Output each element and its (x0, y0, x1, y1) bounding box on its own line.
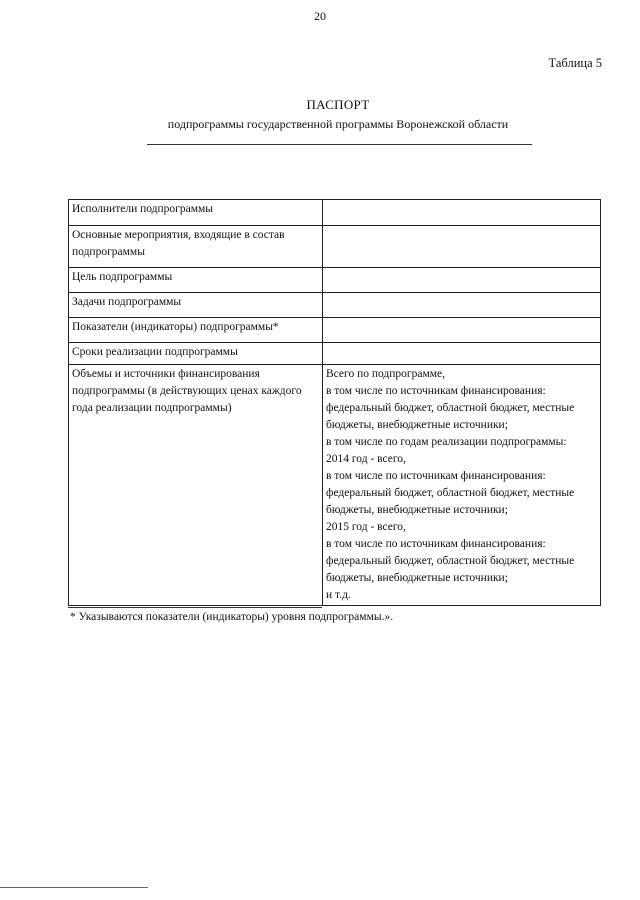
table-row (69, 318, 601, 343)
row-value-executors (323, 200, 601, 226)
bottom-divider (0, 887, 148, 888)
footnote-divider (68, 607, 322, 608)
row-label-funding: Объемы и источники финансирования подпрограммы (в действующих ценах каждого года реализации подпрограммы) (69, 365, 323, 606)
row-label-tasks: Задачи подпрограммы (69, 293, 323, 318)
funding-line: в том числе по источникам финансирования: (326, 538, 546, 550)
funding-line: 2014 год - всего, (326, 453, 406, 465)
funding-line: бюджеты, внебюджетные источники; (326, 504, 508, 516)
table-row (69, 293, 601, 318)
funding-line: в том числе по источникам финансирования: (326, 470, 546, 482)
funding-line: федеральный бюджет, областной бюджет, местные (326, 555, 575, 567)
funding-line: бюджеты, внебюджетные источники; (326, 572, 508, 584)
title-underline (147, 144, 532, 145)
funding-line: в том числе по годам реализации подпрограммы: (326, 436, 567, 448)
row-value-main-activities (323, 226, 601, 268)
document-title: ПАСПОРТ (306, 97, 370, 112)
table-row (69, 343, 601, 365)
row-value-goal (323, 268, 601, 293)
row-label-main-activities: Основные мероприятия, входящие в состав подпрограммы (69, 226, 323, 268)
footnote: * Указываются показатели (индикаторы) уровня подпрограммы.». (70, 611, 394, 623)
document-subtitle: подпрограммы государственной программы Воронежской области (167, 117, 509, 131)
funding-line: федеральный бюджет, областной бюджет, местные (326, 487, 575, 499)
funding-line: 2015 год - всего, (326, 521, 406, 533)
funding-line: Всего по подпрограмме, (326, 368, 446, 380)
row-value-tasks (323, 293, 601, 318)
row-label-indicators: Показатели (индикаторы) подпрограммы* (69, 318, 323, 343)
table-row (69, 200, 601, 226)
row-value-indicators (323, 318, 601, 343)
funding-line: бюджеты, внебюджетные источники; (326, 419, 508, 431)
passport-table (68, 199, 601, 606)
row-label-executors: Исполнители подпрограммы (69, 200, 323, 226)
table-row (69, 268, 601, 293)
funding-line: в том числе по источникам финансирования: (326, 385, 546, 397)
table-row (69, 365, 601, 606)
row-value-funding (323, 365, 601, 606)
page-number: 20 (314, 9, 326, 23)
funding-line: и т.д. (326, 589, 351, 601)
row-label-timeline: Сроки реализации подпрограммы (69, 343, 323, 365)
row-value-timeline (323, 343, 601, 365)
row-label-goal: Цель подпрограммы (69, 268, 323, 293)
table-label: Таблица 5 (548, 56, 602, 70)
table-row (69, 226, 601, 268)
funding-line: федеральный бюджет, областной бюджет, местные (326, 402, 575, 414)
